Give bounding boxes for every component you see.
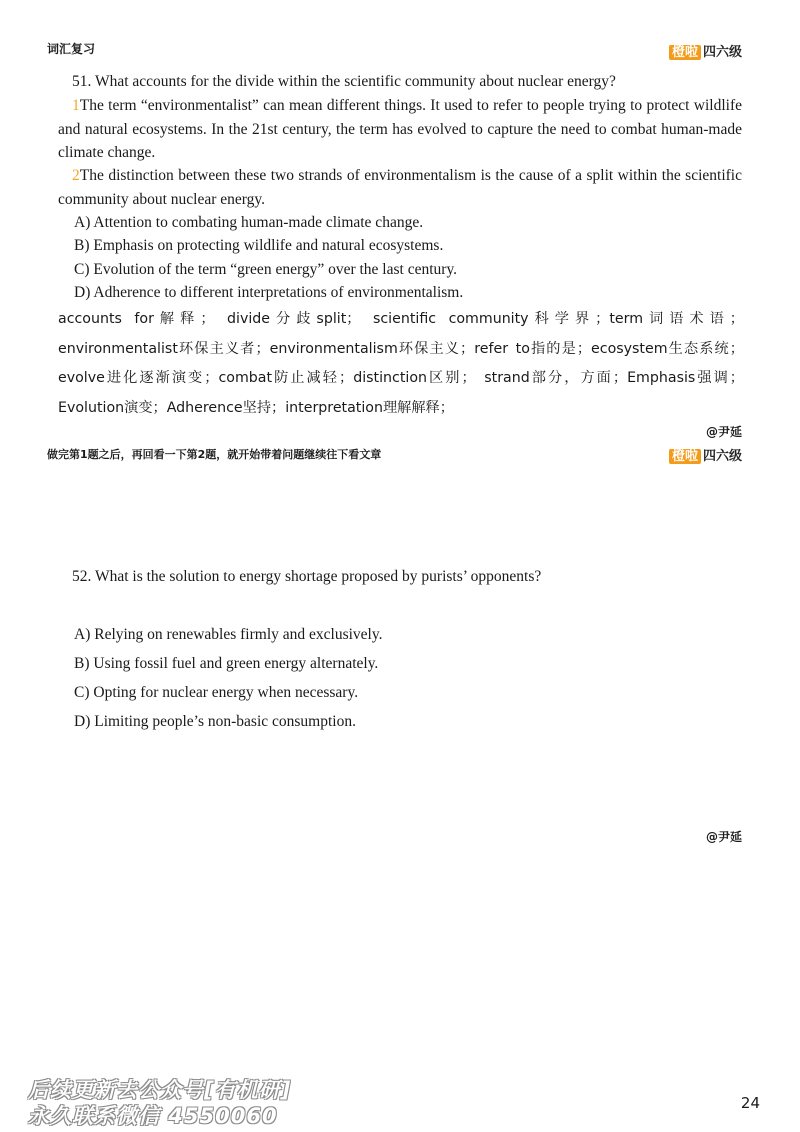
q52-option-b: B) Using fossil fuel and green energy alternately. <box>74 655 379 672</box>
author-signature: @尹延 <box>705 830 742 844</box>
paragraph-1 <box>58 94 742 165</box>
paragraph-2-text: The distinction between these two strands of environmentalism is the cause of a split within the scientific community about nuclear energy. <box>58 167 742 208</box>
paragraph-2-number: 2 <box>72 167 80 184</box>
question-51: 51. What accounts for the divide within the scientific community about nuclear energy? <box>72 73 616 90</box>
watermark-line-2: 永久联系微信 4550060 <box>28 1104 278 1128</box>
q51-option-c: C) Evolution of the term “green energy” over the last century. <box>74 261 458 278</box>
brand-tag: 橙啦 <box>669 45 701 60</box>
page-number: 24 <box>740 1094 760 1112</box>
author-signature: @尹延 <box>705 425 742 439</box>
q52-option-a: A) Relying on renewables firmly and exclusively. <box>74 626 383 643</box>
instruction-note: 做完第1题之后，再回看一下第2题，就开始带着问题继续往下看文章 <box>47 448 382 461</box>
brand-logo <box>669 45 742 60</box>
paragraph-1-number: 1 <box>72 97 80 114</box>
section-label: 词汇复习 <box>47 42 96 56</box>
vocabulary-list: accounts for解释； divide分歧split； scientific community科学界；term词语术语；environmentalist环保主义者；environmentalism环保主义；refer to指的是；ecosystem生态系统；evolve进化逐渐演变；combat防止减轻；distinction区别； strand部分，方面；Emphasis强调；Evolution演变；Adherence坚持；interpretation理解解释； <box>58 311 744 416</box>
paragraph-1-text: The term “environmentalist” can mean different things. It used to refer to people trying to protect wildlife and natural ecosystems. In the 21st century, the term has evolved to capture the need to combat human-made climate change. <box>58 97 742 161</box>
q51-option-d: D) Adherence to different interpretations of environmentalism. <box>74 284 464 301</box>
brand-level: 四六级 <box>702 45 742 60</box>
paragraph-2 <box>58 164 742 211</box>
brand-tag: 橙啦 <box>669 449 701 464</box>
q51-option-a: A) Attention to combating human-made climate change. <box>74 214 424 231</box>
brand-level: 四六级 <box>702 449 742 464</box>
watermark-line-1: 后续更新去公众号[有机研] <box>28 1078 292 1102</box>
q52-option-d: D) Limiting people’s non-basic consumption. <box>74 713 356 730</box>
question-52: 52. What is the solution to energy shortage proposed by purists’ opponents? <box>72 568 542 585</box>
q51-option-b: B) Emphasis on protecting wildlife and natural ecosystems. <box>74 237 444 254</box>
q52-option-c: C) Opting for nuclear energy when necessary. <box>74 684 359 701</box>
brand-logo <box>669 449 742 464</box>
